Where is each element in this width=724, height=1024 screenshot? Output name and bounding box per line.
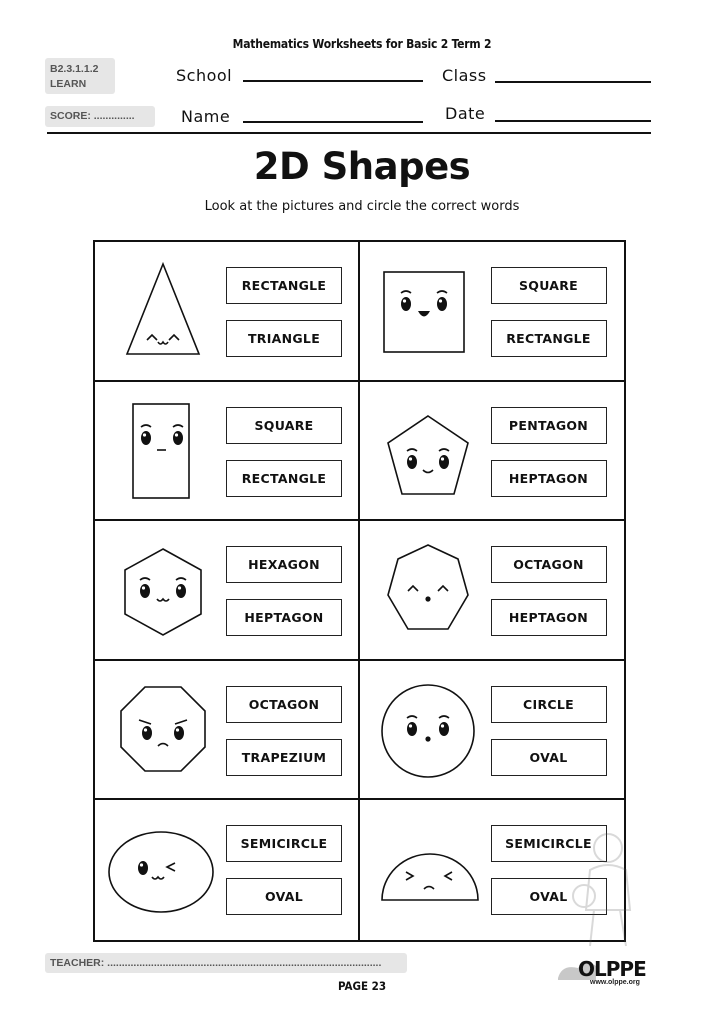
option-button[interactable]: SEMICIRCLE [491,825,607,862]
rectangle-icon [103,392,223,510]
curriculum-code: B2.3.1.1.2 [50,63,99,75]
option-button[interactable]: HEPTAGON [491,460,607,497]
shape-cell [95,521,360,661]
option-button[interactable]: RECTANGLE [491,320,607,357]
shape-cell [95,242,360,382]
shape-cell [360,382,625,522]
shape-cell [95,661,360,801]
option-button[interactable]: TRIANGLE [226,320,342,357]
instructions: Look at the pictures and circle the correct words [204,199,520,214]
option-button[interactable]: CIRCLE [491,686,607,723]
shape-cell [360,521,625,661]
school-field[interactable] [243,80,423,82]
circle-icon [368,671,488,789]
curriculum-strand: LEARN [50,78,87,90]
shape-cell [95,382,360,522]
date-label: Date [445,104,486,123]
header-divider [47,132,651,134]
class-field[interactable] [495,81,651,83]
semicircle-icon [368,810,488,928]
option-button[interactable]: HEPTAGON [226,599,342,636]
child-illustration-watermark-icon [568,830,646,950]
page-title: 2D Shapes [253,145,471,188]
option-button[interactable]: SEMICIRCLE [226,825,342,862]
option-button[interactable]: RECTANGLE [226,460,342,497]
score-tag: SCORE: .............. [45,106,155,127]
option-button[interactable]: OCTAGON [491,546,607,583]
logo-url: www.olppe.org [590,979,640,986]
shape-cell [360,242,625,382]
oval-icon [103,810,223,928]
option-button[interactable]: PENTAGON [491,407,607,444]
olppe-logo-icon [556,950,666,994]
shape-cell [95,800,360,940]
option-button[interactable]: OCTAGON [226,686,342,723]
square-icon [368,252,488,370]
name-field[interactable] [243,121,423,123]
name-label: Name [181,107,231,126]
heptagon-icon [368,531,488,649]
option-button[interactable]: SQUARE [226,407,342,444]
curriculum-code-tag [45,58,115,94]
option-button[interactable]: OVAL [226,878,342,915]
shapes-grid [93,240,626,942]
shape-cell [360,661,625,801]
pentagon-icon [368,392,488,510]
hexagon-icon [103,531,223,649]
option-button[interactable]: RECTANGLE [226,267,342,304]
option-button[interactable]: OVAL [491,739,607,776]
school-label: School [176,66,233,85]
octagon-icon [103,671,223,789]
page-number: PAGE 23 [337,979,387,993]
logo-text: OLPPE [578,957,646,981]
option-button[interactable]: OVAL [491,878,607,915]
option-button[interactable]: HEPTAGON [491,599,607,636]
date-field[interactable] [495,120,651,122]
worksheet-series-title: Mathematics Worksheets for Basic 2 Term 2 [232,37,492,51]
option-button[interactable]: HEXAGON [226,546,342,583]
option-button[interactable]: SQUARE [491,267,607,304]
option-button[interactable]: TRAPEZIUM [226,739,342,776]
triangle-icon [103,252,223,370]
teacher-signature-tag: TEACHER: .............................................................................................. [45,953,407,973]
class-label: Class [442,66,487,85]
